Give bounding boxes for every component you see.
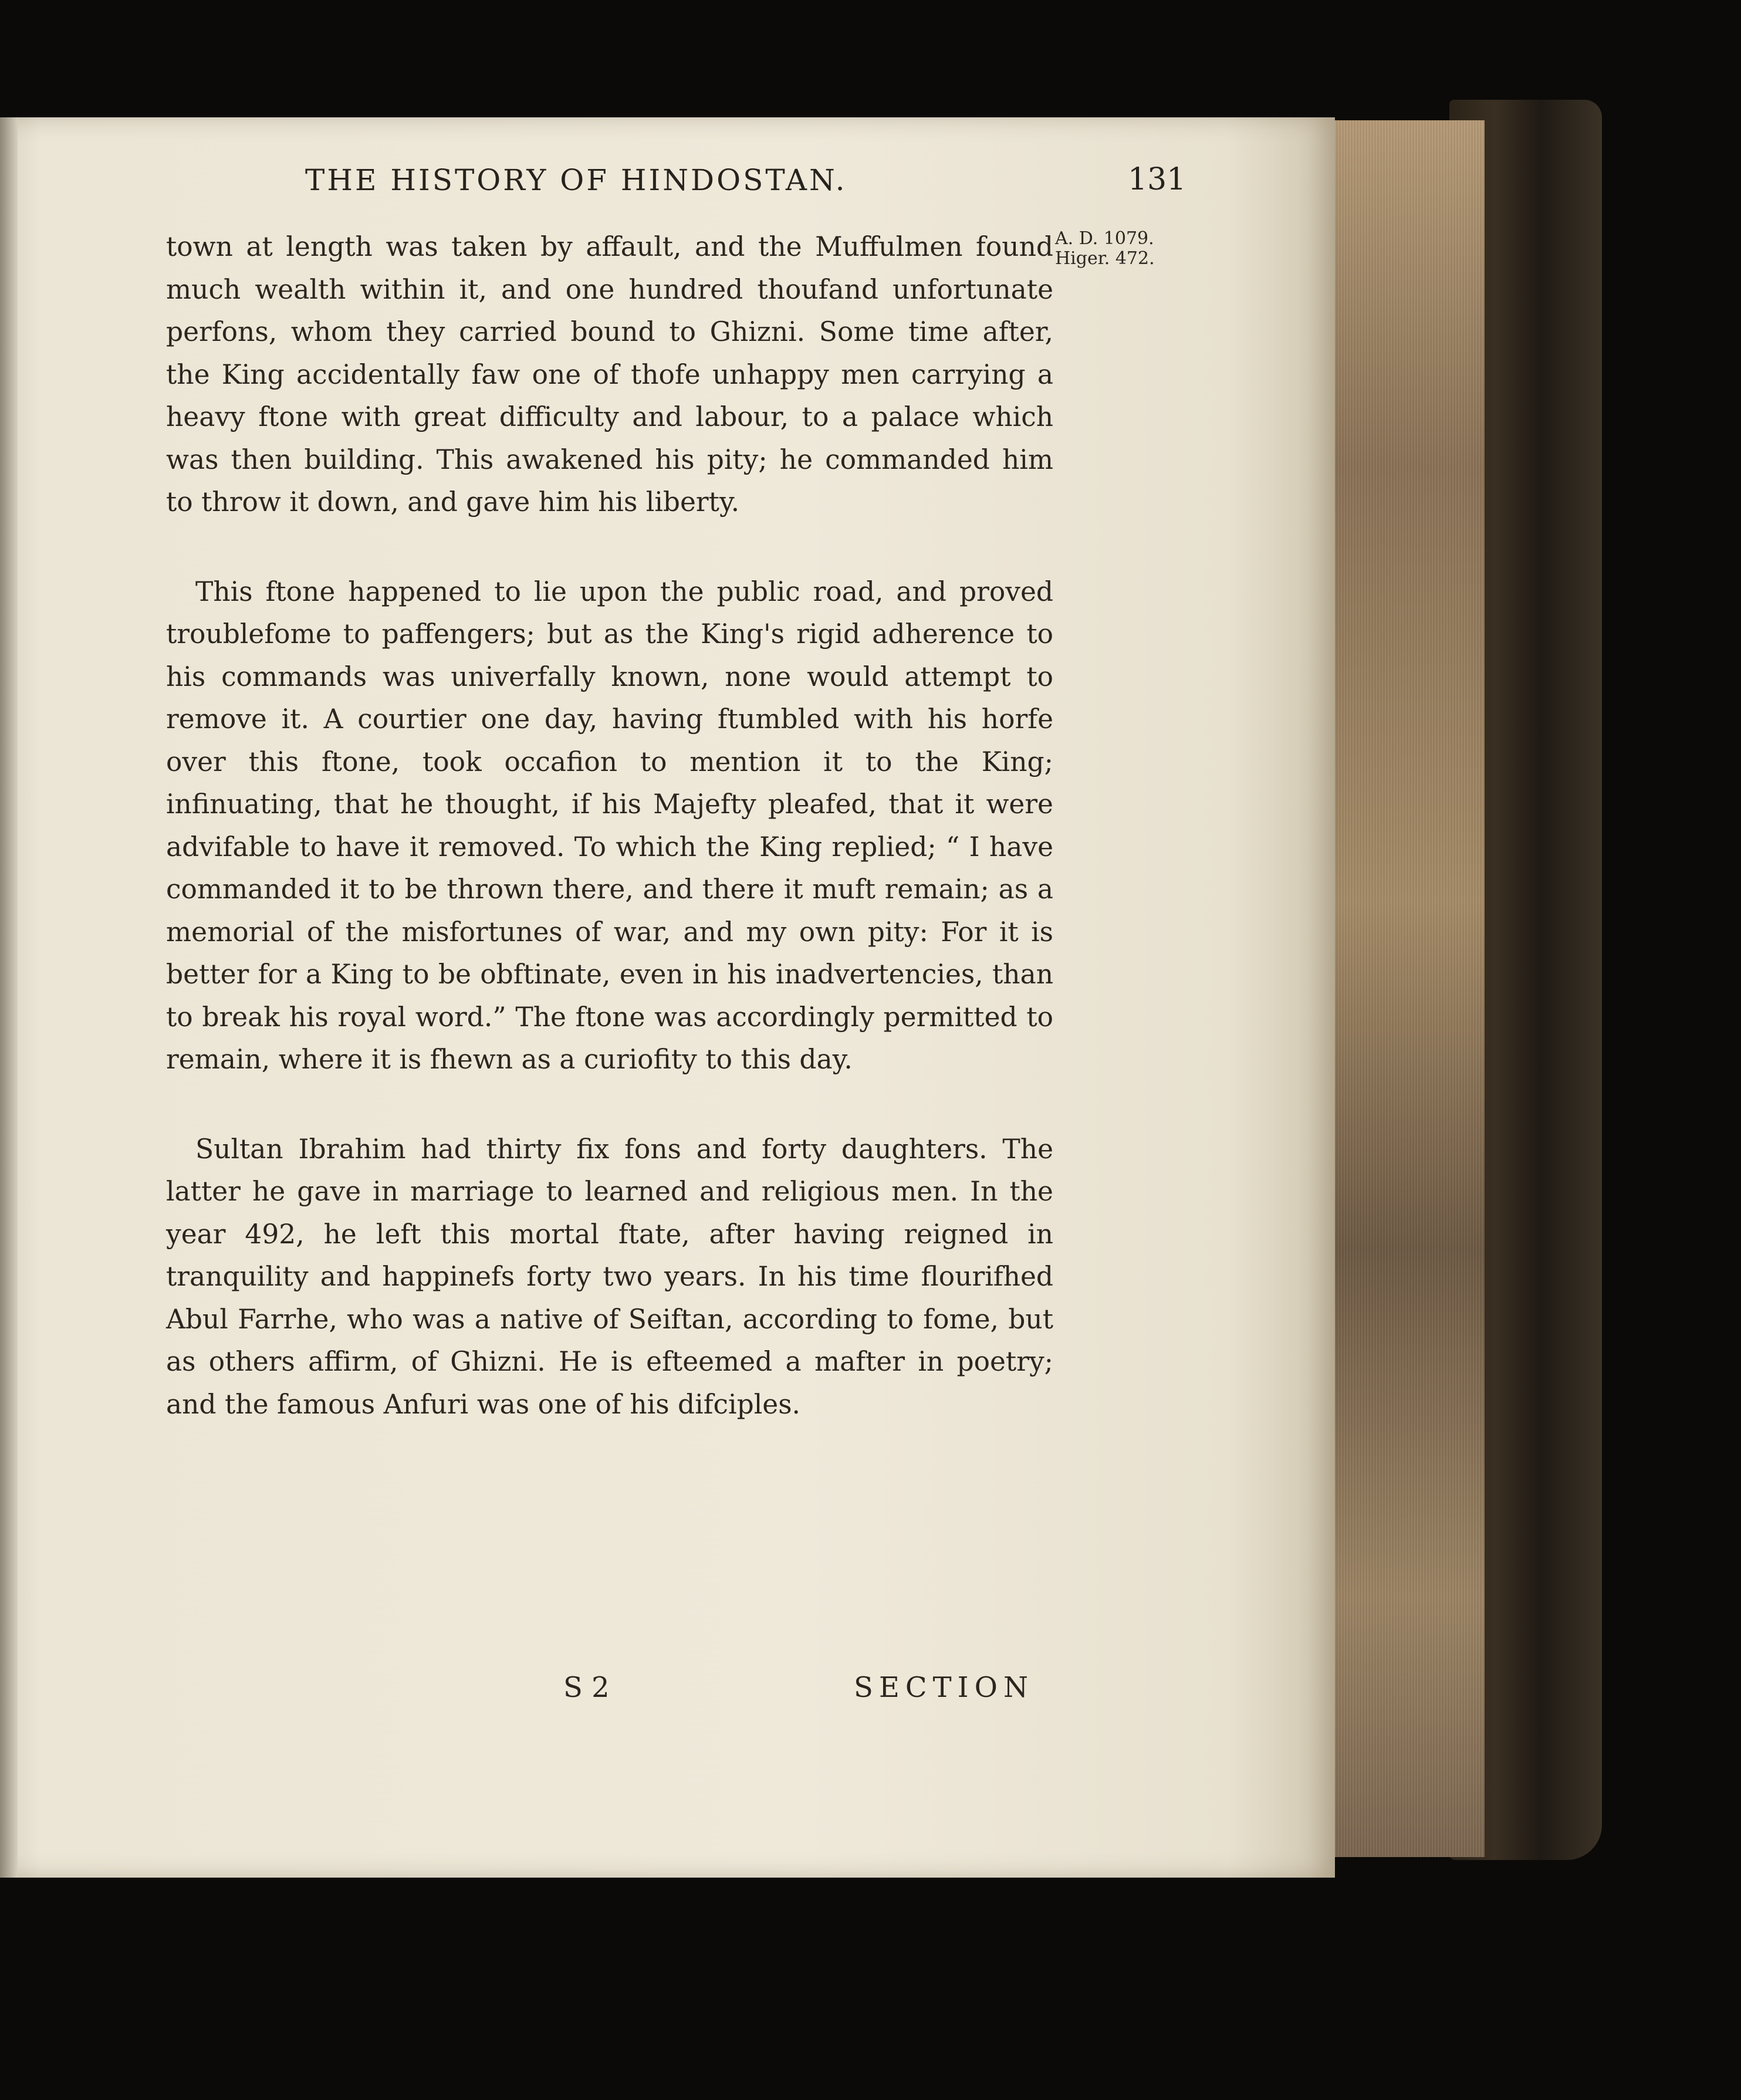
margin-date-ad: A. D. 1079. [1055, 228, 1154, 249]
body-text [166, 226, 1053, 1473]
running-head: THE HISTORY OF HINDOSTAN. [305, 163, 847, 197]
margin-date-higer: Higer. 472. [1055, 248, 1155, 269]
page-number: 131 [1128, 162, 1186, 197]
catchword: SECTION [854, 1671, 1034, 1704]
margin-date-note [1055, 229, 1155, 269]
signature-mark: S 2 [563, 1671, 610, 1704]
paragraph-1: town at length was taken by affault, and the Muffulmen found much wealth within it, and one hundred thoufand unfortunate perfons, whom they carried bound to Ghizni. Some time after, the King accidentally faw one of thofe unhappy men carrying a heavy ftone with great difficulty and labour, to a palace which was then building. This awakened his pity; he commanded him to throw it down, and gave him his liberty. [166, 231, 1053, 518]
page-gutter [0, 117, 18, 1878]
page-fore-edge [1326, 120, 1485, 1857]
paragraph-2: This ftone happened to lie upon the public road, and proved troublefome to paffengers; but as the King's rigid adherence to his commands was univerfally known, none would attempt to remove it. A courtier one day, having ftumbled with his horfe over this ftone, took occafion to mention it to the King; infinuating, that he thought, if his Majefty pleafed, that it were advifable to have it removed. To which the King replied; “ I have commanded it to be thrown there, and there it muft remain; as a memorial of the misfortunes of war, and my own pity: For it is better for a King to be obftinate, even in his inadvertencies, than to break his royal word.” The ftone was accordingly permitted to remain, where it is fhewn as a curiofity to this day. [166, 576, 1053, 1075]
paragraph-3: Sultan Ibrahim had thirty fix fons and forty daughters. The latter he gave in marriage to learned and religious men. In the year 492, he left this mortal ftate, after having reigned in tranquility and happinefs forty two years. In his time flourifhed Abul Farrhe, who was a native of Seiftan, according to fome, but as others affirm, of Ghizni. He is efteemed a mafter in poetry; and the famous Anfuri was one of his difciples. [166, 1133, 1053, 1420]
